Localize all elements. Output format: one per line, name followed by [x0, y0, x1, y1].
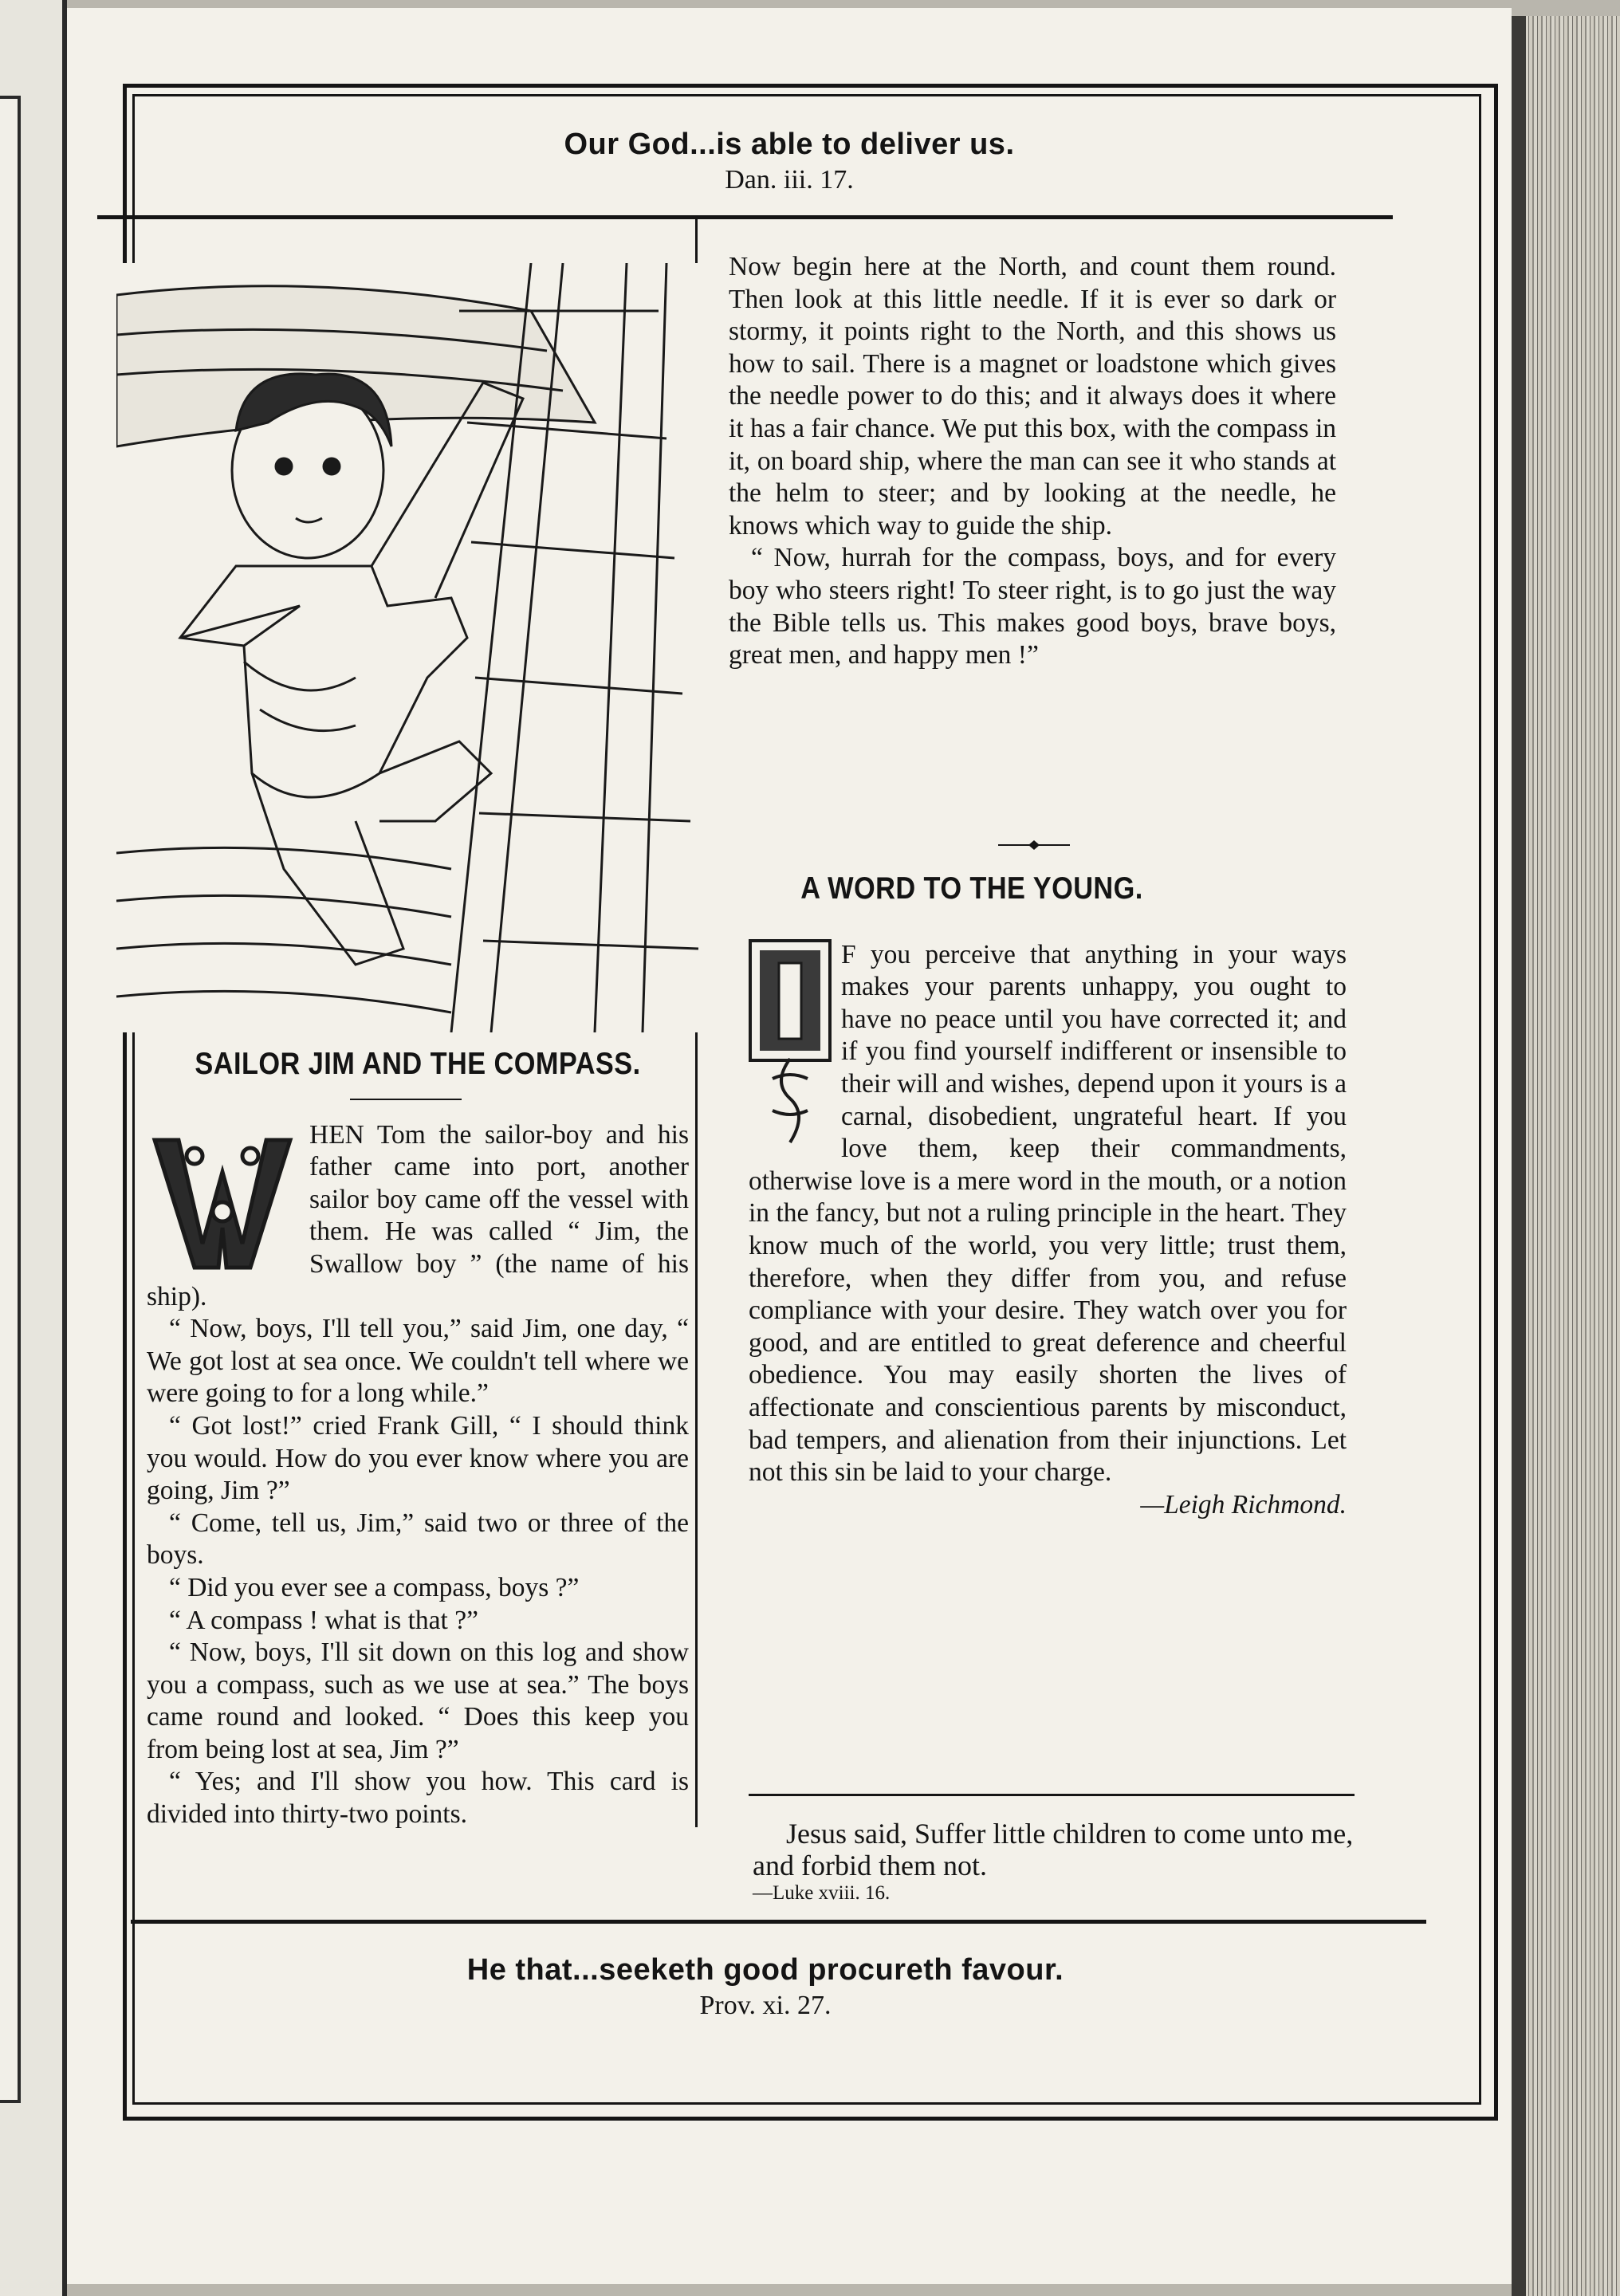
boxed-verse [753, 1818, 1359, 1905]
left-paragraph: “ Come, tell us, Jim,” said two or three of the boys. [147, 1508, 689, 1571]
right-article-title: A WORD TO THE YOUNG. [800, 871, 1143, 906]
right-article [749, 873, 1434, 1521]
right-article-signature: —Leigh Richmond. [1140, 1489, 1347, 1520]
boxed-verse-text: Jesus said, Suffer little children to come unto me, and forbid them not. [753, 1818, 1354, 1881]
binding-shadow [1512, 16, 1526, 2296]
previous-page-frame [0, 96, 21, 2103]
left-paragraph: “ Now, boys, I'll sit down on this log and show you a compass, such as we use at sea.” The boys came round and looked. “ Does this keep you from being lost at sea, Jim ?” [147, 1637, 689, 1764]
verse-box-rule [749, 1794, 1355, 1796]
left-paragraph: “ Did you ever see a compass, boys ?” [169, 1572, 580, 1602]
section-ornament [998, 839, 1070, 851]
footer-verse [43, 1953, 1488, 2021]
left-paragraph: “ Got lost!” cried Frank Gill, “ I should think you would. How do you ever know where you are going, Jim ?” [147, 1410, 689, 1506]
left-paragraph: HEN Tom the sailor-boy and his father came into port, another sailor boy came off the vessel with them. He was called “ Jim, the Swallow boy ” (the name of his ship). [147, 1119, 689, 1311]
sailor-boy-illustration [116, 263, 706, 1032]
right-article-body: F you perceive that anything in your ways makes your parents unhappy, you ought to have no peace until you have corrected it; and if you find yourself indifferent or insensible to their will and wishes, depend upon it yours is a carnal, disobedient, ungrateful heart. If you love them, keep their commandments, otherwise love is a mere word in the mouth, or a notion in the fancy, but not a ruling principle in the heart. They know much of the world, you very little; trust them, therefore, when they differ from you, and refuse compliance with your desire. They watch over you for good, and are entitled to great deference and cheerful obedience. You may easily shorten the lives of affectionate and conscientious parents by misconduct, bad tempers, and alienation from their injunctions. Let not this sin be laid to your charge. [749, 939, 1347, 1488]
footer-verse-reference: Prov. xi. 27. [699, 1991, 832, 2020]
book-page [67, 8, 1512, 2284]
boxed-verse-reference: —Luke xviii. 16. [753, 1882, 891, 1904]
left-article-title: SAILOR JIM AND THE COMPASS. [195, 1047, 641, 1081]
previous-page-edge [0, 0, 67, 2296]
header-rule [97, 215, 1393, 219]
dropcap-i-ornament [749, 939, 832, 1146]
right-paragraph: Now begin here at the North, and count them round. Then look at this little needle. If it is ever so dark or stormy, it points right to the North, and this shows us how to sail. There is a magnet or loadstone which gives the needle power to do this; and it always does it where it has a fair chance. We put this box, with the compass in it, on board ship, where the man can see it who stands at the helm to steer; and by looking at the needle, he knows which way to guide the ship. [729, 252, 1336, 541]
footer-verse-quote: He that...seeketh good procureth favour. [466, 1953, 1064, 1987]
left-column [147, 1048, 689, 1831]
footer-rule [131, 1920, 1426, 1924]
header-verse-reference: Dan. iii. 17. [725, 165, 854, 195]
header-verse [67, 128, 1512, 195]
header-verse-quote: Our God...is able to deliver us. [564, 128, 1015, 161]
left-title-rule [350, 1099, 462, 1100]
right-paragraph: “ Now, hurrah for the compass, boys, and for every boy who steers right! To steer right, is to go just the way the Bible tells us. This makes good boys, brave boys, great men, and happy men !” [729, 543, 1336, 670]
left-paragraph: “ Now, boys, I'll tell you,” said Jim, one day, “ We got lost at sea once. We couldn't tell where we were going to for a long while.” [147, 1314, 689, 1409]
dropcap-w-ornament [147, 1124, 298, 1276]
left-paragraph: “ A compass ! what is that ?” [169, 1605, 478, 1635]
book-page-stack [1512, 16, 1620, 2296]
left-title-rule-space [147, 1081, 689, 1119]
right-column-top [729, 251, 1336, 672]
left-paragraph: “ Yes; and I'll show you how. This card is divided into thirty-two points. [147, 1767, 689, 1830]
